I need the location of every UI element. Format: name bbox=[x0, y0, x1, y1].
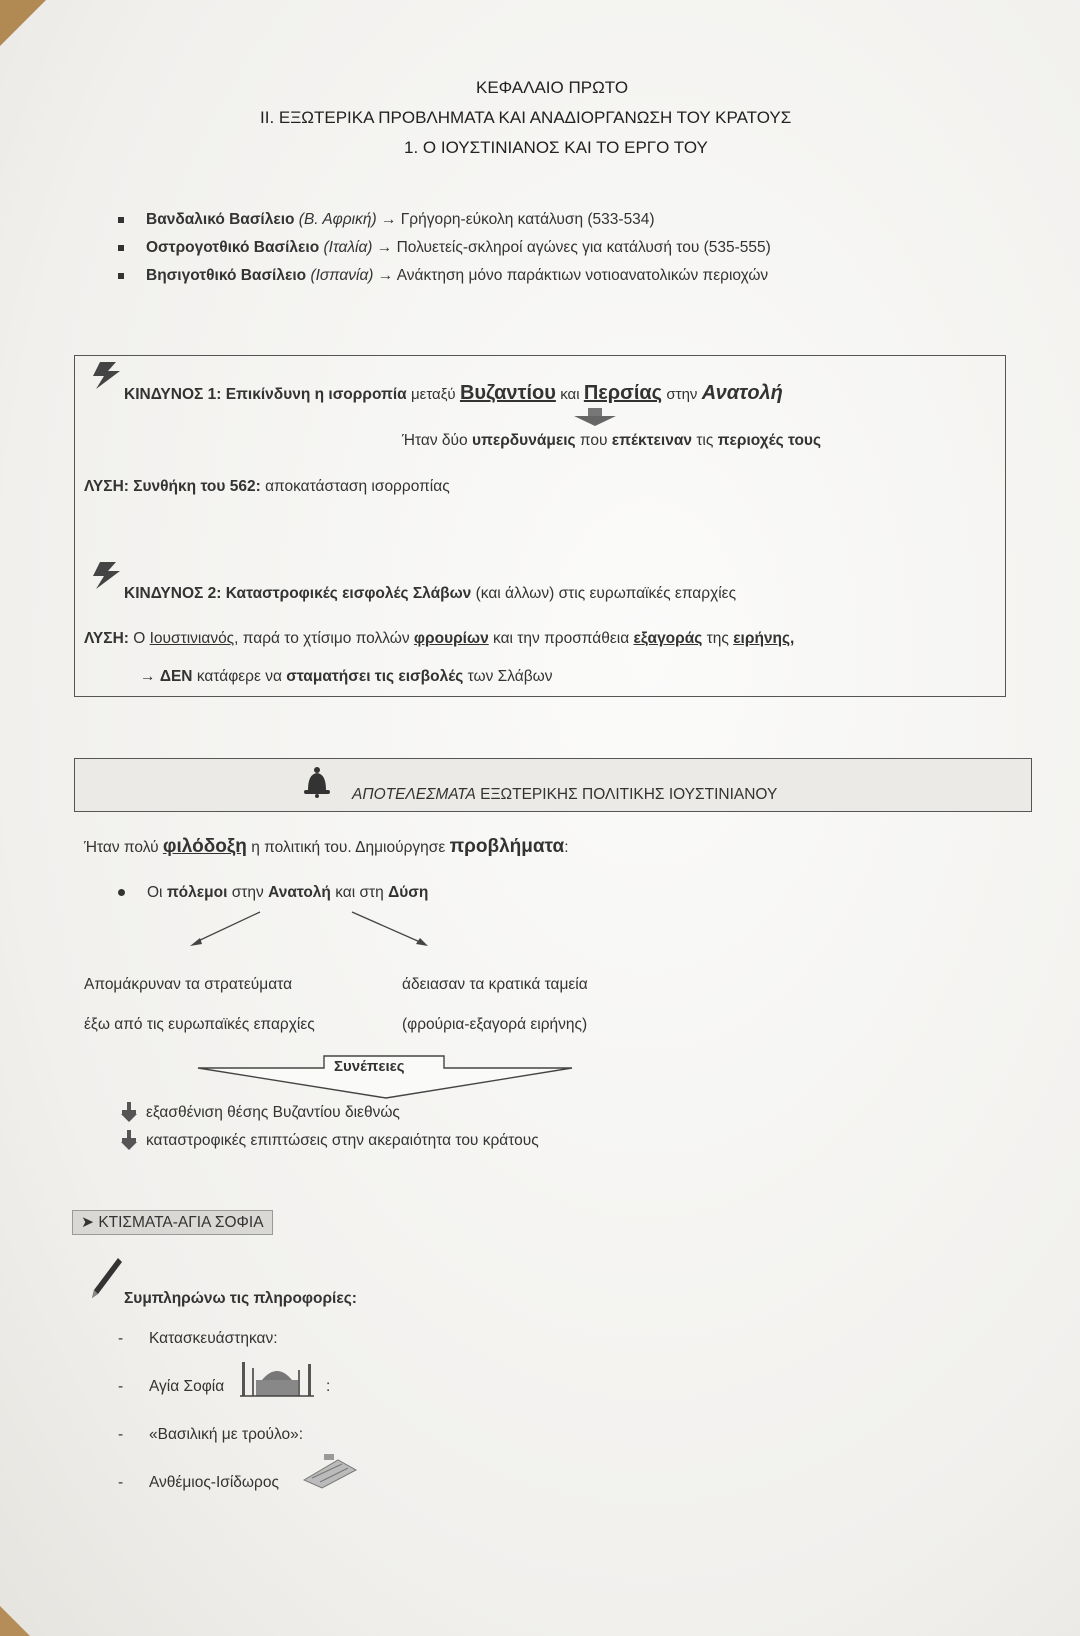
danger-2-solution: ΛΥΣΗ: Ο Ιουστινιανός, παρά το χτίσιμο πολλών φρουρίων και την προσπάθεια εξαγοράς της ειρήνης, bbox=[84, 630, 795, 647]
consequences-label: Συνέπειες bbox=[334, 1058, 405, 1075]
bullet-icon bbox=[118, 889, 125, 896]
chapter-heading: ΚΕΦΑΛΑΙΟ ΠΡΩΤΟ bbox=[476, 78, 629, 97]
results-intro: Ήταν πολύ φιλόδοξη η πολιτική του. Δημιούργησε προβλήματα: bbox=[84, 836, 569, 857]
wars-bullet: Οι πόλεμοι στην Ανατολή και στη Δύση bbox=[118, 884, 428, 902]
paper-corner-top-left bbox=[0, 0, 46, 46]
subsection-heading: 1. Ο ΙΟΥΣΤΙΝΙΑΝΟΣ ΚΑΙ ΤΟ ΕΡΓΟ ΤΟΥ bbox=[404, 138, 708, 157]
bullet-icon bbox=[118, 245, 124, 251]
blueprint-icon bbox=[298, 1450, 360, 1490]
danger-1-solution: ΛΥΣΗ: Συνθήκη του 562: αποκατάσταση ισορροπίας bbox=[84, 478, 450, 495]
effect-item: καταστροφικές επιπτώσεις στην ακεραιότητα του κράτους bbox=[146, 1132, 539, 1149]
list-item: Βησιγοτθικό Βασίλειο (Ισπανία) → Ανάκτηση μόνο παράκτιων νοτιοανατολικών περιοχών bbox=[118, 267, 768, 285]
effect-right-2: (φρούρια-εξαγορά ειρήνης) bbox=[402, 1016, 588, 1033]
danger-1-note: Ήταν δύο υπερδυνάμεις που επέκτειναν τις περιοχές τους bbox=[402, 432, 822, 449]
danger-2-consequence: → ΔΕΝ κατάφερε να σταματήσει τις εισβολές των Σλάβων bbox=[140, 668, 553, 685]
list-item: Οστρογοτθικό Βασίλειο (Ιταλία) → Πολυετείς-σκληροί αγώνες για κατάλυσή του (535-555) bbox=[118, 239, 771, 257]
fill-item: - Ανθέμιος-Ισίδωρος bbox=[118, 1474, 279, 1491]
triangle-right-icon: ➤ bbox=[81, 1214, 94, 1231]
lightning-icon bbox=[90, 360, 124, 390]
fill-in-instruction: Συμπληρώνω τις πληροφορίες: bbox=[124, 1290, 357, 1307]
down-arrow-icon bbox=[120, 1102, 138, 1122]
danger-1-line: ΚΙΝΔΥΝΟΣ 1: Επικίνδυνη η ισορροπία μεταξύ Βυζαντίου και Περσίας στην Ανατολή bbox=[124, 382, 783, 404]
pencil-icon bbox=[88, 1256, 124, 1302]
bell-icon bbox=[302, 766, 332, 798]
lightning-icon bbox=[90, 560, 124, 590]
danger-2-line: ΚΙΝΔΥΝΟΣ 2: Καταστροφικές εισφολές Σλάβων (και άλλων) στις ευρωπαϊκές επαρχίες bbox=[124, 585, 737, 602]
results-title: ΑΠΟΤΕΛΕΣΜΑΤΑ ΕΞΩΤΕΡΙΚΗΣ ΠΟΛΙΤΙΚΗΣ ΙΟΥΣΤΙΝΙΑΝΟΥ bbox=[352, 786, 778, 803]
effect-item: εξασθένιση θέσης Βυζαντίου διεθνώς bbox=[146, 1104, 400, 1121]
colon: : bbox=[326, 1378, 331, 1395]
buildings-tag: ➤ ΚΤΙΣΜΑΤΑ-ΑΓΙΑ ΣΟΦΙΑ bbox=[72, 1210, 273, 1235]
bullet-icon bbox=[118, 217, 124, 223]
hagia-sophia-icon bbox=[240, 1356, 314, 1398]
section-heading: ΙΙ. ΕΞΩΤΕΡΙΚΑ ΠΡΟΒΛΗΜΑΤΑ ΚΑΙ ΑΝΑΔΙΟΡΓΑΝΩΣΗ ΤΟΥ ΚΡΑΤΟΥΣ bbox=[260, 108, 792, 127]
fill-item: - Κατασκευάστηκαν: bbox=[118, 1330, 278, 1347]
split-arrows bbox=[180, 908, 440, 950]
paper-corner-bottom-left bbox=[0, 1606, 30, 1636]
fill-item: - «Βασιλική με τρούλο»: bbox=[118, 1426, 304, 1443]
effect-right-1: άδειασαν τα κρατικά ταμεία bbox=[402, 976, 588, 993]
fill-item: - Αγία Σοφία bbox=[118, 1378, 225, 1395]
list-item: Βανδαλικό Βασίλειο (Β. Αφρική) → Γρήγορη-εύκολη κατάλυση (533-534) bbox=[118, 211, 655, 229]
effect-left-2: έξω από τις ευρωπαϊκές επαρχίες bbox=[84, 1016, 315, 1033]
down-arrow-icon bbox=[120, 1130, 138, 1150]
bullet-icon bbox=[118, 273, 124, 279]
down-arrow-icon bbox=[572, 408, 618, 428]
effect-left-1: Απομάκρυναν τα στρατεύματα bbox=[84, 976, 293, 993]
